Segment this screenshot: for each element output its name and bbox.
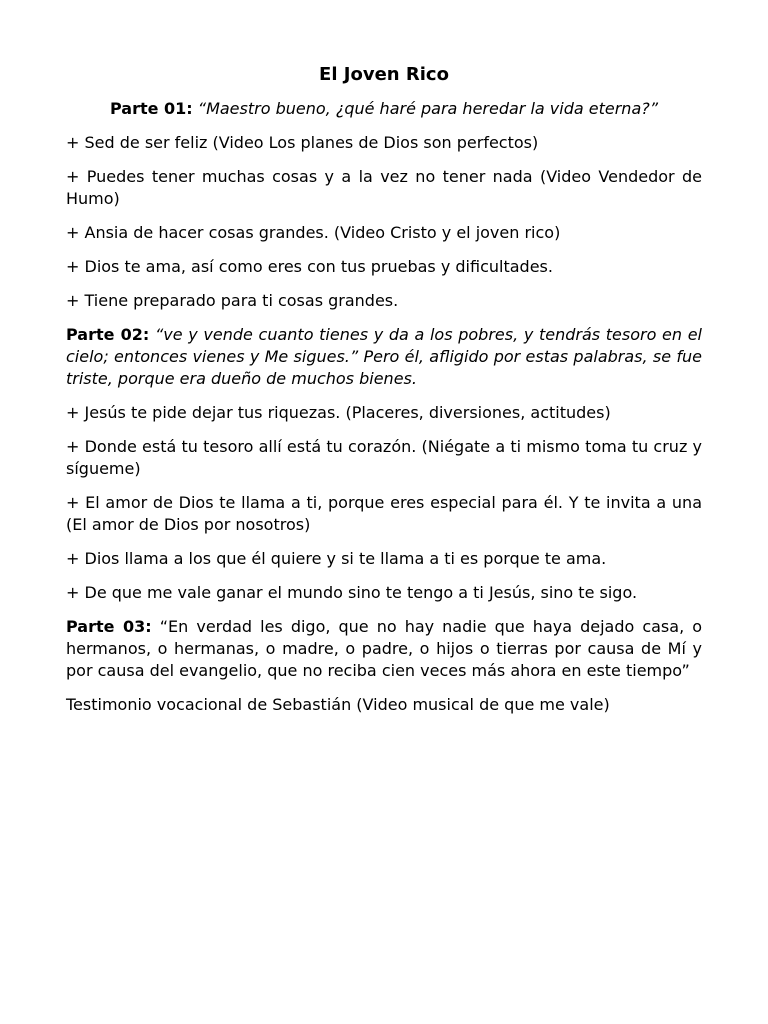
parte-02-item-4: + Dios llama a los que él quiere y si te llama a ti es porque te ama. — [66, 549, 607, 568]
parte-02-quote: “ve y vende cuanto tienes y da a los pobres, y tendrás tesoro en el cielo; entonces vienes y Me sigues.” Pero él, afligido por estas palabras, se fue triste, porque era dueño de muchos bienes. — [66, 325, 703, 388]
parte-02-heading — [66, 324, 702, 390]
parte-01-item-2: + Puedes tener muchas cosas y a la vez no tener nada (Video Vendedor de Humo) — [66, 167, 702, 208]
parte-02-item-5: + De que me vale ganar el mundo sino te tengo a ti Jesús, sino te sigo. — [66, 583, 638, 602]
parte-01-item-4: + Dios te ama, así como eres con tus pruebas y dificultades. — [66, 257, 553, 276]
parte-03-quote: “En verdad les digo, que no hay nadie que haya dejado casa, o hermanos, o hermanas, o madre, o padre, o hijos o tierras por causa de Mí y por causa del evangelio, que no reciba cien veces más ahora en este tiempo” — [66, 617, 703, 680]
document-page — [66, 62, 702, 728]
parte-01-item-1: + Sed de ser feliz (Video Los planes de Dios son perfectos) — [66, 133, 539, 152]
parte-02-item-3: + El amor de Dios te llama a ti, porque eres especial para él. Y te invita a una (El amor de Dios por nosotros) — [66, 493, 702, 534]
parte-01-heading — [66, 98, 702, 120]
parte-03-heading — [66, 616, 702, 682]
document-title: El Joven Rico — [319, 64, 449, 85]
parte-01-quote: “Maestro bueno, ¿qué haré para heredar la vida eterna?” — [197, 99, 659, 118]
parte-01-item-5: + Tiene preparado para ti cosas grandes. — [66, 291, 399, 310]
parte-03-label: Parte 03: — [66, 617, 152, 636]
closing-line: Testimonio vocacional de Sebastián (Video musical de que me vale) — [66, 695, 610, 714]
parte-02-item-2: + Donde está tu tesoro allí está tu corazón. (Niégate a ti mismo toma tu cruz y sígueme) — [66, 437, 702, 478]
parte-01-item-3: + Ansia de hacer cosas grandes. (Video Cristo y el joven rico) — [66, 223, 561, 242]
parte-02-item-1: + Jesús te pide dejar tus riquezas. (Placeres, diversiones, actitudes) — [66, 403, 611, 422]
parte-02-label: Parte 02: — [66, 325, 150, 344]
parte-01-label: Parte 01: — [109, 99, 193, 118]
